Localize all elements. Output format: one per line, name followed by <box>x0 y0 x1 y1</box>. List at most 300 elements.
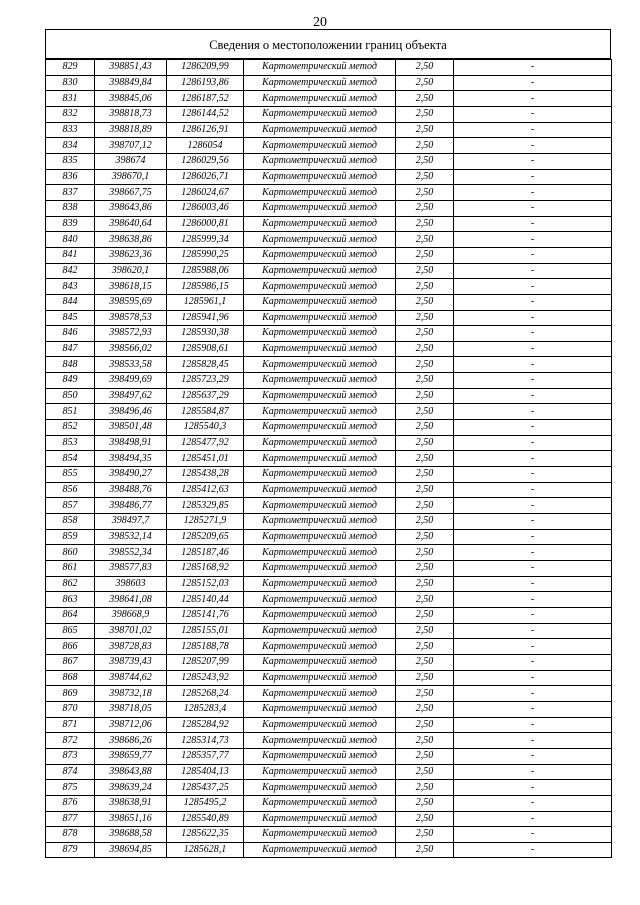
cell-method: Картометрический метод <box>244 514 396 530</box>
cell-accuracy: 2,50 <box>396 514 454 530</box>
cell-accuracy: 2,50 <box>396 153 454 169</box>
cell-coordinate-y: 1285941,96 <box>167 310 244 326</box>
cell-method: Картометрический метод <box>244 701 396 717</box>
cell-coordinate-x: 398659,77 <box>95 748 167 764</box>
cell-coordinate-x: 398641,08 <box>95 592 167 608</box>
table-row <box>46 91 612 107</box>
cell-description: - <box>454 545 612 561</box>
table-row <box>46 357 612 373</box>
table-row <box>46 75 612 91</box>
cell-coordinate-y: 1285271,9 <box>167 514 244 530</box>
cell-coordinate-x: 398638,91 <box>95 795 167 811</box>
cell-point-number: 867 <box>46 654 95 670</box>
cell-coordinate-y: 1285404,13 <box>167 764 244 780</box>
cell-point-number: 879 <box>46 842 95 858</box>
cell-method: Картометрический метод <box>244 639 396 655</box>
cell-method: Картометрический метод <box>244 75 396 91</box>
cell-coordinate-x: 398707,12 <box>95 138 167 154</box>
cell-coordinate-y: 1285723,29 <box>167 373 244 389</box>
cell-coordinate-x: 398643,86 <box>95 200 167 216</box>
cell-coordinate-y: 1285314,73 <box>167 733 244 749</box>
cell-accuracy: 2,50 <box>396 91 454 107</box>
cell-accuracy: 2,50 <box>396 686 454 702</box>
table-row <box>46 216 612 232</box>
cell-method: Картометрический метод <box>244 467 396 483</box>
cell-point-number: 841 <box>46 247 95 263</box>
cell-point-number: 860 <box>46 545 95 561</box>
cell-point-number: 847 <box>46 341 95 357</box>
cell-coordinate-x: 398818,89 <box>95 122 167 138</box>
cell-coordinate-y: 1285168,92 <box>167 561 244 577</box>
cell-coordinate-y: 1285477,92 <box>167 435 244 451</box>
cell-point-number: 872 <box>46 733 95 749</box>
cell-accuracy: 2,50 <box>396 733 454 749</box>
cell-coordinate-y: 1285438,28 <box>167 467 244 483</box>
cell-coordinate-x: 398497,62 <box>95 388 167 404</box>
cell-method: Картометрический метод <box>244 357 396 373</box>
cell-accuracy: 2,50 <box>396 310 454 326</box>
table-row <box>46 435 612 451</box>
cell-coordinate-x: 398688,58 <box>95 827 167 843</box>
cell-coordinate-x: 398686,26 <box>95 733 167 749</box>
cell-coordinate-y: 1285637,29 <box>167 388 244 404</box>
table-row <box>46 733 612 749</box>
table-row <box>46 467 612 483</box>
cell-accuracy: 2,50 <box>396 185 454 201</box>
cell-coordinate-y: 1286003,46 <box>167 200 244 216</box>
cell-point-number: 837 <box>46 185 95 201</box>
cell-coordinate-x: 398739,43 <box>95 654 167 670</box>
cell-point-number: 863 <box>46 592 95 608</box>
cell-point-number: 857 <box>46 498 95 514</box>
cell-coordinate-y: 1285584,87 <box>167 404 244 420</box>
cell-coordinate-y: 1285243,92 <box>167 670 244 686</box>
cell-coordinate-y: 1285209,65 <box>167 529 244 545</box>
cell-method: Картометрический метод <box>244 827 396 843</box>
cell-point-number: 870 <box>46 701 95 717</box>
cell-description: - <box>454 247 612 263</box>
cell-coordinate-x: 398640,64 <box>95 216 167 232</box>
table-row <box>46 670 612 686</box>
cell-coordinate-y: 1285207,99 <box>167 654 244 670</box>
cell-accuracy: 2,50 <box>396 232 454 248</box>
cell-coordinate-y: 1285188,78 <box>167 639 244 655</box>
table-row <box>46 717 612 733</box>
cell-point-number: 834 <box>46 138 95 154</box>
table-row <box>46 498 612 514</box>
cell-method: Картометрический метод <box>244 200 396 216</box>
cell-method: Картометрический метод <box>244 153 396 169</box>
table-row <box>46 764 612 780</box>
cell-accuracy: 2,50 <box>396 263 454 279</box>
cell-coordinate-y: 1286024,67 <box>167 185 244 201</box>
cell-accuracy: 2,50 <box>396 420 454 436</box>
cell-accuracy: 2,50 <box>396 341 454 357</box>
cell-description: - <box>454 764 612 780</box>
table-row <box>46 232 612 248</box>
table-row <box>46 514 612 530</box>
cell-point-number: 845 <box>46 310 95 326</box>
cell-coordinate-y: 1286026,71 <box>167 169 244 185</box>
cell-description: - <box>454 106 612 122</box>
cell-point-number: 840 <box>46 232 95 248</box>
cell-description: - <box>454 91 612 107</box>
cell-accuracy: 2,50 <box>396 326 454 342</box>
cell-method: Картометрический метод <box>244 592 396 608</box>
table-row <box>46 639 612 655</box>
table-row <box>46 780 612 796</box>
table-row <box>46 842 612 858</box>
cell-point-number: 842 <box>46 263 95 279</box>
cell-method: Картометрический метод <box>244 216 396 232</box>
cell-description: - <box>454 733 612 749</box>
cell-method: Картометрический метод <box>244 122 396 138</box>
cell-point-number: 855 <box>46 467 95 483</box>
cell-accuracy: 2,50 <box>396 373 454 389</box>
cell-accuracy: 2,50 <box>396 122 454 138</box>
cell-description: - <box>454 451 612 467</box>
coordinates-table <box>45 59 612 858</box>
cell-coordinate-y: 1286193,86 <box>167 75 244 91</box>
cell-accuracy: 2,50 <box>396 467 454 483</box>
cell-coordinate-y: 1286126,91 <box>167 122 244 138</box>
table-row <box>46 654 612 670</box>
cell-point-number: 848 <box>46 357 95 373</box>
cell-coordinate-x: 398552,34 <box>95 545 167 561</box>
cell-accuracy: 2,50 <box>396 670 454 686</box>
cell-point-number: 861 <box>46 561 95 577</box>
cell-coordinate-x: 398712,06 <box>95 717 167 733</box>
cell-method: Картометрический метод <box>244 294 396 310</box>
cell-method: Картометрический метод <box>244 420 396 436</box>
cell-description: - <box>454 169 612 185</box>
cell-accuracy: 2,50 <box>396 216 454 232</box>
table-row <box>46 200 612 216</box>
cell-description: - <box>454 467 612 483</box>
cell-point-number: 868 <box>46 670 95 686</box>
cell-coordinate-y: 1285140,44 <box>167 592 244 608</box>
cell-accuracy: 2,50 <box>396 529 454 545</box>
cell-coordinate-x: 398532,14 <box>95 529 167 545</box>
table-row <box>46 686 612 702</box>
cell-method: Картометрический метод <box>244 811 396 827</box>
cell-description: - <box>454 420 612 436</box>
cell-coordinate-x: 398620,1 <box>95 263 167 279</box>
cell-accuracy: 2,50 <box>396 247 454 263</box>
cell-coordinate-y: 1285828,45 <box>167 357 244 373</box>
cell-method: Картометрический метод <box>244 607 396 623</box>
cell-accuracy: 2,50 <box>396 75 454 91</box>
cell-accuracy: 2,50 <box>396 639 454 655</box>
cell-coordinate-y: 1286187,52 <box>167 91 244 107</box>
cell-method: Картометрический метод <box>244 169 396 185</box>
cell-coordinate-y: 1286054 <box>167 138 244 154</box>
cell-description: - <box>454 232 612 248</box>
table-row <box>46 420 612 436</box>
cell-coordinate-y: 1286209,99 <box>167 60 244 76</box>
cell-description: - <box>454 200 612 216</box>
cell-coordinate-y: 1285495,2 <box>167 795 244 811</box>
cell-coordinate-y: 1286029,56 <box>167 153 244 169</box>
table-row <box>46 795 612 811</box>
cell-coordinate-x: 398851,43 <box>95 60 167 76</box>
cell-coordinate-y: 1286000,81 <box>167 216 244 232</box>
cell-method: Картометрический метод <box>244 91 396 107</box>
table-row <box>46 827 612 843</box>
cell-accuracy: 2,50 <box>396 60 454 76</box>
cell-description: - <box>454 326 612 342</box>
cell-coordinate-x: 398595,69 <box>95 294 167 310</box>
table-row <box>46 326 612 342</box>
cell-point-number: 833 <box>46 122 95 138</box>
cell-method: Картометрический метод <box>244 780 396 796</box>
table-row <box>46 545 612 561</box>
cell-coordinate-y: 1285622,35 <box>167 827 244 843</box>
cell-coordinate-y: 1285152,03 <box>167 576 244 592</box>
cell-coordinate-y: 1286144,52 <box>167 106 244 122</box>
cell-description: - <box>454 482 612 498</box>
cell-coordinate-y: 1285988,06 <box>167 263 244 279</box>
cell-point-number: 874 <box>46 764 95 780</box>
cell-method: Картометрический метод <box>244 232 396 248</box>
cell-method: Картометрический метод <box>244 341 396 357</box>
cell-description: - <box>454 842 612 858</box>
cell-point-number: 838 <box>46 200 95 216</box>
cell-accuracy: 2,50 <box>396 748 454 764</box>
cell-method: Картометрический метод <box>244 561 396 577</box>
cell-point-number: 873 <box>46 748 95 764</box>
cell-method: Картометрический метод <box>244 326 396 342</box>
cell-point-number: 876 <box>46 795 95 811</box>
table-row <box>46 576 612 592</box>
table-row <box>46 592 612 608</box>
cell-description: - <box>454 811 612 827</box>
table-row <box>46 106 612 122</box>
cell-description: - <box>454 654 612 670</box>
cell-coordinate-y: 1285930,38 <box>167 326 244 342</box>
cell-coordinate-y: 1285141,76 <box>167 607 244 623</box>
cell-accuracy: 2,50 <box>396 592 454 608</box>
cell-description: - <box>454 701 612 717</box>
cell-method: Картометрический метод <box>244 310 396 326</box>
cell-method: Картометрический метод <box>244 247 396 263</box>
cell-description: - <box>454 138 612 154</box>
cell-description: - <box>454 279 612 295</box>
cell-method: Картометрический метод <box>244 451 396 467</box>
cell-description: - <box>454 748 612 764</box>
cell-point-number: 850 <box>46 388 95 404</box>
cell-coordinate-x: 398488,76 <box>95 482 167 498</box>
cell-method: Картометрический метод <box>244 482 396 498</box>
cell-description: - <box>454 341 612 357</box>
table-row <box>46 607 612 623</box>
cell-description: - <box>454 153 612 169</box>
cell-description: - <box>454 670 612 686</box>
cell-point-number: 844 <box>46 294 95 310</box>
table-row <box>46 373 612 389</box>
cell-coordinate-x: 398499,69 <box>95 373 167 389</box>
cell-coordinate-y: 1285961,1 <box>167 294 244 310</box>
cell-coordinate-x: 398849,84 <box>95 75 167 91</box>
cell-coordinate-x: 398572,93 <box>95 326 167 342</box>
cell-accuracy: 2,50 <box>396 388 454 404</box>
cell-accuracy: 2,50 <box>396 561 454 577</box>
cell-point-number: 836 <box>46 169 95 185</box>
cell-method: Картометрический метод <box>244 60 396 76</box>
cell-coordinate-y: 1285437,25 <box>167 780 244 796</box>
cell-description: - <box>454 623 612 639</box>
table-row <box>46 138 612 154</box>
cell-point-number: 875 <box>46 780 95 796</box>
cell-point-number: 839 <box>46 216 95 232</box>
cell-point-number: 851 <box>46 404 95 420</box>
cell-point-number: 864 <box>46 607 95 623</box>
cell-accuracy: 2,50 <box>396 654 454 670</box>
cell-coordinate-y: 1285284,92 <box>167 717 244 733</box>
cell-coordinate-y: 1285908,61 <box>167 341 244 357</box>
cell-point-number: 865 <box>46 623 95 639</box>
cell-description: - <box>454 75 612 91</box>
table-row <box>46 294 612 310</box>
cell-coordinate-x: 398667,75 <box>95 185 167 201</box>
cell-method: Картометрический метод <box>244 733 396 749</box>
page-number: 20 <box>313 15 327 30</box>
cell-accuracy: 2,50 <box>396 279 454 295</box>
boundary-table-sheet <box>45 29 611 858</box>
cell-method: Картометрический метод <box>244 576 396 592</box>
table-row <box>46 263 612 279</box>
cell-point-number: 832 <box>46 106 95 122</box>
cell-description: - <box>454 435 612 451</box>
cell-method: Картометрический метод <box>244 717 396 733</box>
cell-accuracy: 2,50 <box>396 701 454 717</box>
cell-coordinate-y: 1285155,01 <box>167 623 244 639</box>
cell-coordinate-x: 398701,02 <box>95 623 167 639</box>
table-row <box>46 451 612 467</box>
cell-coordinate-y: 1285451,01 <box>167 451 244 467</box>
cell-point-number: 877 <box>46 811 95 827</box>
cell-coordinate-y: 1285412,63 <box>167 482 244 498</box>
coordinates-table-body <box>46 60 612 858</box>
cell-coordinate-x: 398623,36 <box>95 247 167 263</box>
cell-description: - <box>454 357 612 373</box>
cell-method: Картометрический метод <box>244 748 396 764</box>
cell-description: - <box>454 310 612 326</box>
cell-coordinate-y: 1285268,24 <box>167 686 244 702</box>
cell-description: - <box>454 576 612 592</box>
cell-coordinate-x: 398578,53 <box>95 310 167 326</box>
cell-accuracy: 2,50 <box>396 795 454 811</box>
table-row <box>46 279 612 295</box>
table-row <box>46 247 612 263</box>
table-row <box>46 748 612 764</box>
cell-coordinate-x: 398744,62 <box>95 670 167 686</box>
cell-point-number: 849 <box>46 373 95 389</box>
cell-method: Картометрический метод <box>244 263 396 279</box>
cell-method: Картометрический метод <box>244 670 396 686</box>
cell-description: - <box>454 514 612 530</box>
cell-description: - <box>454 795 612 811</box>
table-row <box>46 310 612 326</box>
cell-coordinate-x: 398718,05 <box>95 701 167 717</box>
cell-description: - <box>454 373 612 389</box>
cell-point-number: 871 <box>46 717 95 733</box>
cell-point-number: 830 <box>46 75 95 91</box>
cell-accuracy: 2,50 <box>396 545 454 561</box>
table-row <box>46 388 612 404</box>
cell-description: - <box>454 717 612 733</box>
cell-accuracy: 2,50 <box>396 576 454 592</box>
table-row <box>46 701 612 717</box>
cell-point-number: 878 <box>46 827 95 843</box>
table-row <box>46 529 612 545</box>
cell-point-number: 852 <box>46 420 95 436</box>
table-row <box>46 811 612 827</box>
cell-coordinate-x: 398674 <box>95 153 167 169</box>
cell-coordinate-x: 398732,18 <box>95 686 167 702</box>
cell-accuracy: 2,50 <box>396 451 454 467</box>
cell-method: Картометрический метод <box>244 185 396 201</box>
cell-description: - <box>454 592 612 608</box>
cell-accuracy: 2,50 <box>396 200 454 216</box>
cell-point-number: 843 <box>46 279 95 295</box>
table-row <box>46 122 612 138</box>
cell-coordinate-y: 1285283,4 <box>167 701 244 717</box>
cell-point-number: 854 <box>46 451 95 467</box>
cell-description: - <box>454 686 612 702</box>
cell-coordinate-x: 398668,9 <box>95 607 167 623</box>
cell-coordinate-x: 398818,73 <box>95 106 167 122</box>
cell-method: Картометрический метод <box>244 842 396 858</box>
cell-accuracy: 2,50 <box>396 780 454 796</box>
cell-accuracy: 2,50 <box>396 498 454 514</box>
cell-point-number: 862 <box>46 576 95 592</box>
cell-point-number: 835 <box>46 153 95 169</box>
cell-description: - <box>454 216 612 232</box>
cell-accuracy: 2,50 <box>396 404 454 420</box>
cell-accuracy: 2,50 <box>396 482 454 498</box>
cell-description: - <box>454 404 612 420</box>
cell-coordinate-y: 1285999,34 <box>167 232 244 248</box>
cell-method: Картометрический метод <box>244 498 396 514</box>
cell-coordinate-y: 1285329,85 <box>167 498 244 514</box>
cell-coordinate-x: 398845,06 <box>95 91 167 107</box>
cell-coordinate-x: 398639,24 <box>95 780 167 796</box>
cell-coordinate-x: 398638,86 <box>95 232 167 248</box>
cell-accuracy: 2,50 <box>396 138 454 154</box>
cell-point-number: 853 <box>46 435 95 451</box>
cell-coordinate-x: 398728,83 <box>95 639 167 655</box>
table-row <box>46 60 612 76</box>
cell-method: Картометрический метод <box>244 623 396 639</box>
cell-method: Картометрический метод <box>244 404 396 420</box>
cell-description: - <box>454 498 612 514</box>
table-row <box>46 185 612 201</box>
cell-description: - <box>454 388 612 404</box>
cell-coordinate-x: 398603 <box>95 576 167 592</box>
cell-accuracy: 2,50 <box>396 842 454 858</box>
cell-coordinate-y: 1285540,3 <box>167 420 244 436</box>
cell-accuracy: 2,50 <box>396 764 454 780</box>
cell-coordinate-x: 398486,77 <box>95 498 167 514</box>
cell-coordinate-y: 1285628,1 <box>167 842 244 858</box>
cell-method: Картометрический метод <box>244 279 396 295</box>
cell-coordinate-x: 398501,48 <box>95 420 167 436</box>
cell-description: - <box>454 60 612 76</box>
cell-description: - <box>454 607 612 623</box>
cell-coordinate-y: 1285986,15 <box>167 279 244 295</box>
cell-accuracy: 2,50 <box>396 357 454 373</box>
